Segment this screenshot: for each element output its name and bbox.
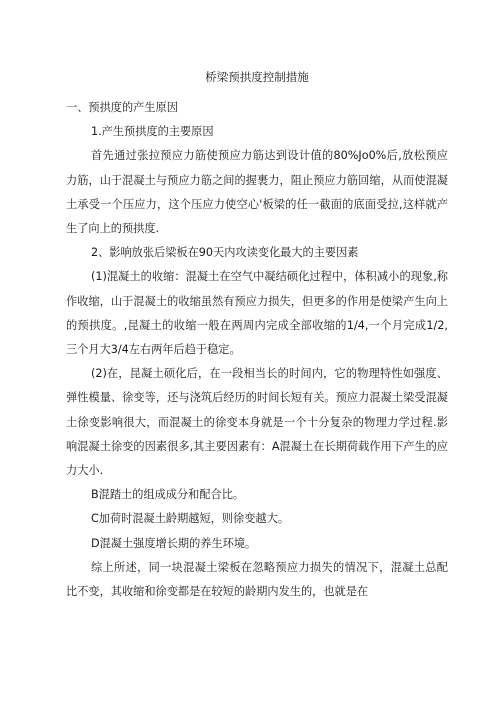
paragraph-4: 综上所述，同一块混凝土梁板在忽略预应力损失的情况下，混凝土总配比不变，其收缩和徐变都是在较短的龄期内发生的，也就是在 xyxy=(66,560,448,599)
subheading-2: 2、影响放张后梁板在90天内攻读变化最大的主要因素 xyxy=(91,246,359,260)
subheading-1: 1.产生预拱度的主要原因 xyxy=(91,125,214,139)
paragraph-2: (1)混凝土的收缩：混凝土在空气中凝结硕化过程中，体积减小的现象,称作收缩，山于混凝土的收缩虽然有预应力损失，但更多的作用是使梁产生向上的预拱度。,昆凝土的收缩一般在两周内完成全部收缩的1/4,一个月完成1/2,三个月大3/4左右两年后趋于稳定。 xyxy=(66,270,448,357)
list-item-c: C加荷时混凝土龄期越短，则徐变越大。 xyxy=(91,512,290,526)
paragraph-1: 首先通过张拉预应力筋使预应力筋达到设计值的80%Jo0%后,放松预应力筋，山于混凝土与预应力筋之间的握裹力，阻止预应力筋回缩，从而使混凝土承受一个压应力，这个压应力使空心'板梁的任一截面的底面受拉,这样就产生了向上的预拱度. xyxy=(66,149,448,236)
list-item-d: D混凝土强度增长期的养生环境。 xyxy=(91,536,257,550)
list-item-b: B混踏土的组成成分和配合比。 xyxy=(91,488,245,502)
paragraph-3: (2)在，昆凝土硕化后，在一段相当长的时间内，它的物理特性如强度、弹性模量、徐变等，还与浇筑后经历的时间长短有关。预应力混凝土梁受混凝土徐变影响很大，而混凝土的徐变本身就是一个十分复杂的物理力学过程.影响混凝土徐变的因素很多,其主要因素有：A混凝土在长期荷载作用下产生的应力大小. xyxy=(66,367,448,478)
document-title: 桥梁预拱度控制措施 xyxy=(205,70,309,84)
section-heading-1: 一、预拱度的产生原因 xyxy=(66,101,178,114)
